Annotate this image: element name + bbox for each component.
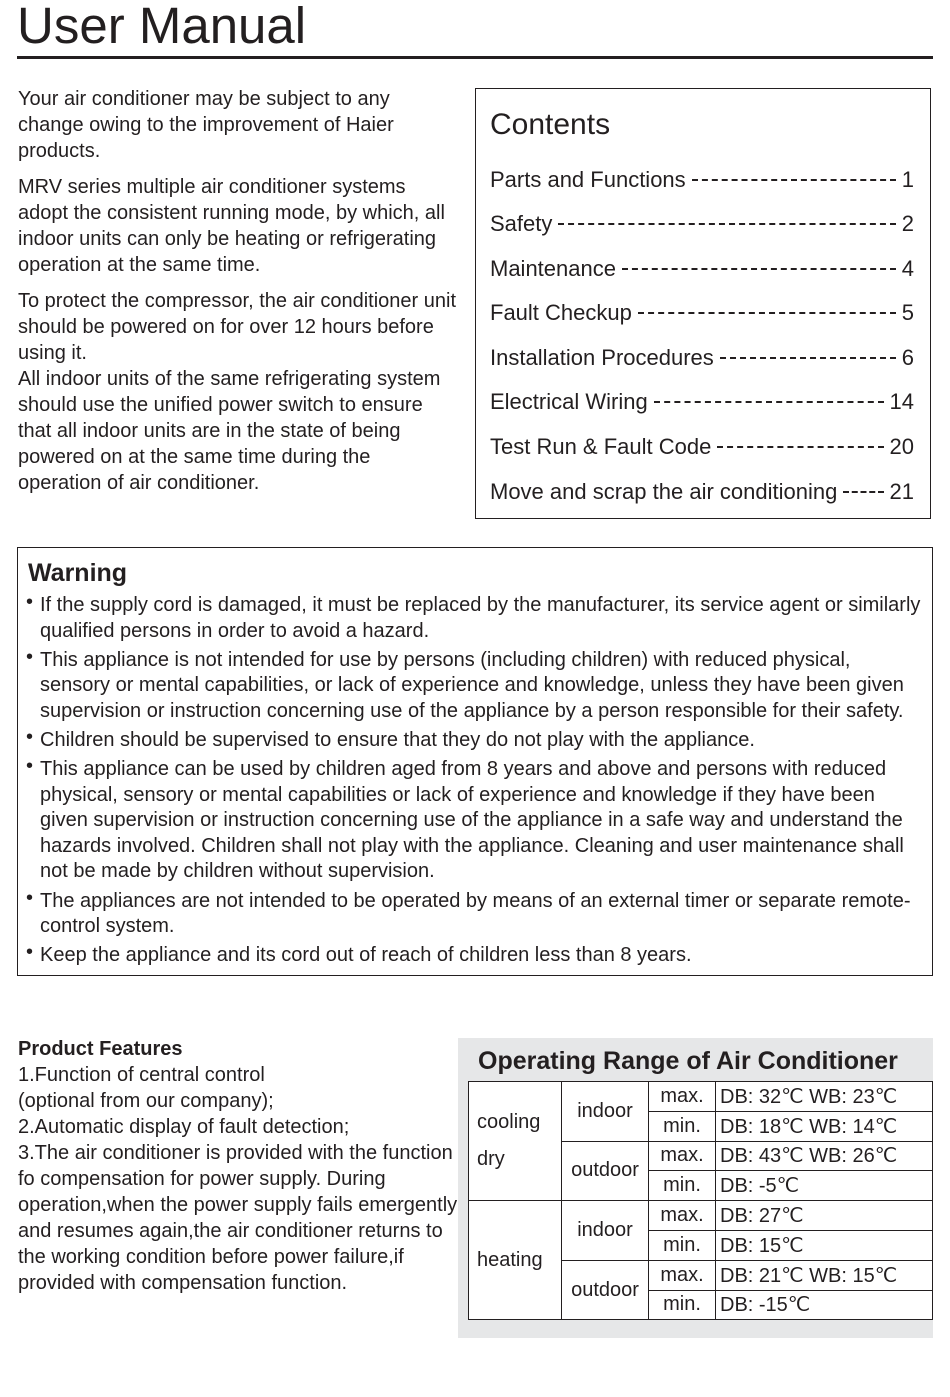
features-line: (optional from our company); — [18, 1090, 274, 1112]
toc-leader — [558, 223, 895, 225]
features-title: Product Features — [18, 1038, 183, 1060]
limit-max: max. — [649, 1201, 716, 1231]
limit-min: min. — [649, 1290, 716, 1320]
contents-title: Contents — [490, 108, 611, 141]
toc-page: 1 — [901, 167, 914, 192]
warning-item — [26, 645, 926, 725]
toc-entry[interactable] — [490, 479, 914, 509]
bullet-icon: • — [26, 941, 34, 964]
bullet-icon: • — [26, 591, 34, 613]
warning-title: Warning — [28, 559, 128, 587]
warning-list — [26, 593, 926, 972]
toc-leader — [654, 401, 884, 403]
intro-paragraph: To protect the compressor, the air conditioner unit should be powered on for over 12 hours before using it. — [18, 290, 457, 364]
range-value: DB: 43℃ WB: 26℃ — [716, 1141, 933, 1171]
warning-item — [26, 886, 926, 940]
intro-paragraph: MRV series multiple air conditioner systems adopt the consistent running mode, by which, all indoor units can only be heating or refrigerating operation at the same time. — [18, 176, 445, 276]
location-indoor: indoor — [562, 1082, 649, 1142]
toc-leader — [720, 357, 896, 359]
toc-leader — [638, 312, 896, 314]
features-line: 3.The air conditioner is provided with the function fo compensation for power supply. During operation,when the power supply fails emergently and resumes again,the air conditioner returns to the working condition before power failure,if provided with compensation function. — [18, 1142, 458, 1294]
toc-page: 20 — [889, 434, 914, 459]
range-value: DB: 18℃ WB: 14℃ — [716, 1111, 933, 1141]
limit-max: max. — [649, 1141, 716, 1171]
warning-text: Keep the appliance and its cord out of reach of children less than 8 years. — [40, 944, 692, 967]
toc-label: Fault Checkup — [490, 300, 632, 325]
intro-paragraph: All indoor units of the same refrigerating system should use the unified power switch to ensure that all indoor units are in the state of being powered on at the same time during the operation of air conditioner. — [18, 368, 441, 494]
toc-entry[interactable] — [490, 434, 914, 464]
toc-entry[interactable] — [490, 211, 914, 241]
range-value: DB: 21℃ WB: 15℃ — [716, 1260, 933, 1290]
range-value: DB: -5℃ — [716, 1171, 933, 1201]
toc-label: Safety — [490, 211, 553, 236]
warning-text: The appliances are not intended to be operated by means of an external timer or separate remote-control system. — [40, 889, 911, 938]
toc-label: Installation Procedures — [490, 345, 714, 370]
toc-label: Parts and Functions — [490, 167, 686, 192]
toc-leader — [717, 446, 883, 448]
bullet-icon: • — [26, 645, 34, 668]
toc-entry[interactable] — [490, 256, 914, 286]
range-value: DB: 27℃ — [716, 1201, 933, 1231]
toc-leader — [843, 491, 883, 493]
toc-label: Electrical Wiring — [490, 389, 648, 414]
limit-max: max. — [649, 1260, 716, 1290]
operating-range-panel — [458, 1038, 933, 1338]
toc-label: Test Run & Fault Code — [490, 434, 712, 459]
warning-text: If the supply cord is damaged, it must be replaced by the manufacturer, its service agent or similarly qualified persons in order to avoid a hazard. — [40, 594, 921, 642]
mode-dry: dry — [477, 1148, 505, 1171]
toc-label: Maintenance — [490, 256, 616, 281]
contents-box — [475, 88, 931, 519]
toc-leader — [692, 179, 896, 181]
toc-leader — [622, 268, 896, 270]
intro-text — [18, 86, 458, 496]
location-outdoor: outdoor — [562, 1260, 649, 1320]
features-line: 1.Function of central control — [18, 1064, 265, 1086]
bullet-icon: • — [26, 755, 34, 778]
toc-entry[interactable] — [490, 167, 914, 197]
warning-item — [26, 593, 926, 644]
location-outdoor: outdoor — [562, 1141, 649, 1201]
mode-heating: heating — [469, 1201, 562, 1320]
warning-item — [26, 757, 926, 885]
toc-entry[interactable] — [490, 345, 914, 375]
bullet-icon: • — [26, 886, 34, 909]
limit-min: min. — [649, 1171, 716, 1201]
toc-entry[interactable] — [490, 300, 914, 330]
limit-min: min. — [649, 1230, 716, 1260]
operating-range-title: Operating Range of Air Conditioner — [478, 1047, 898, 1075]
mode-cell-cooling-dry — [469, 1082, 562, 1201]
range-value: DB: 15℃ — [716, 1230, 933, 1260]
warning-text: This appliance is not intended for use by persons (including children) with reduced physical, sensory or mental capabilities, or lack of experience and knowledge, unless they have been given supervision or instruction concerning use of the appliance by a person responsible for their safety. — [40, 648, 904, 722]
product-features — [18, 1036, 458, 1296]
limit-max: max. — [649, 1082, 716, 1112]
range-value: DB: -15℃ — [716, 1290, 933, 1320]
intro-paragraph: Your air conditioner may be subject to any change owing to the improvement of Haier products. — [18, 88, 394, 162]
toc-page: 6 — [901, 345, 914, 370]
toc-page: 2 — [901, 211, 914, 236]
toc-page: 14 — [889, 389, 914, 414]
limit-min: min. — [649, 1111, 716, 1141]
range-value: DB: 32℃ WB: 23℃ — [716, 1082, 933, 1112]
warning-item — [26, 725, 926, 754]
bullet-icon: • — [26, 725, 34, 748]
features-line: 2.Automatic display of fault detection; — [18, 1116, 350, 1138]
warning-text: Children should be supervised to ensure that they do not play with the appliance. — [40, 728, 755, 751]
toc-page: 4 — [901, 256, 914, 281]
warning-text: This appliance can be used by children aged from 8 years and above and persons with reduced physical, sensory or mental capabilities or lack of experience and knowledge if they have been given supervision or instruction concerning use of the appliance in a safe way and understand the hazards involved. Children shall not play with the appliance. Cleaning and user maintenance shall not be made by children without supervision. — [40, 758, 904, 883]
warning-item — [26, 943, 926, 969]
toc-page: 21 — [889, 479, 914, 504]
mode-cooling: cooling — [477, 1111, 541, 1134]
toc-entry[interactable] — [490, 389, 914, 419]
location-indoor: indoor — [562, 1201, 649, 1261]
toc-page: 5 — [901, 300, 914, 325]
page-title: User Manual — [17, 0, 307, 54]
toc-label: Move and scrap the air conditioning — [490, 479, 838, 504]
title-rule — [17, 56, 933, 59]
warning-box — [17, 547, 933, 976]
operating-range-table — [468, 1081, 933, 1320]
